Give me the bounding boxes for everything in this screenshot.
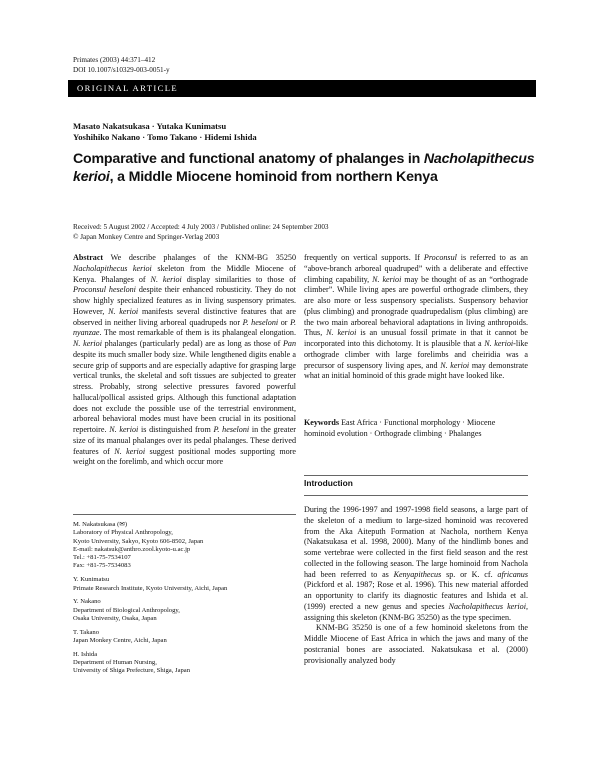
intro-paragraph-2: KNM-BG 35250 is one of a few hominoid skeletons from the Middle Miocene of East Africa in which the jaws and many of the postcranial bones are associated. Nakatsukasa et al. (2000) provisionally analyzed body — [304, 623, 528, 665]
abstract-text: may be thought of as an “orthograde climber”. While living apes are powerful orthograde climbers, they are also more or less suspensory specialists. Suspensory behavior (plus climbing) and pronograde quadrupedalism (plus climbing) are the two main arboreal behavioral adaptations in living anthropoids. Thus, — [304, 274, 529, 338]
journal-header — [73, 55, 170, 75]
taxon-name: N. kerioi — [114, 446, 146, 456]
abstract-label: Abstract — [73, 253, 104, 262]
taxon-name: Proconsul — [423, 253, 457, 262]
taxon-name: Nacholapithecus kerioi — [73, 263, 152, 273]
taxon-name: P. heseloni — [213, 425, 250, 434]
taxon-name: N. kerioi — [484, 339, 514, 348]
authors-line-2: Yoshihiko Nakano · Tomo Takano · Hidemi Ishida — [73, 132, 257, 142]
intro-paragraph-1 — [304, 505, 528, 623]
affiliation-line: Osaka University, Osaka, Japan — [73, 614, 157, 622]
title-genus: Nacholapithecus — [423, 151, 535, 167]
keywords-list: East Africa · Functional morphology · Miocene hominoid evolution · Orthograde climbing · Phalanges — [304, 418, 496, 438]
affiliation-line: Kyoto University, Sakyo, Kyoto 606-8502, Japan — [73, 537, 204, 545]
section-heading-introduction: Introduction — [304, 478, 353, 488]
keywords — [304, 418, 528, 440]
abstract-continuation — [304, 253, 528, 382]
affiliation-name: M. Nakatsukasa (✉) — [73, 521, 128, 528]
body-text: (Pickford et al. 1987; Rose et al. 1996). This new material afforded an opportunity to clarify its diagnostic features and Ishida et al. (1999) erected a new genus and species — [304, 580, 528, 611]
taxon-name: Pan — [282, 339, 296, 348]
affiliation-line: Tel.: +81-75-7534107 — [73, 554, 131, 562]
abstract-text: frequently on vertical supports. If — [304, 253, 424, 262]
journal-doi: DOI 10.1007/s10329-003-0051-y — [73, 66, 170, 74]
abstract-text: manifests several distinctive features that are observed in neither living arboreal quadrupeds nor — [73, 306, 296, 327]
keywords-label: Keywords — [304, 418, 340, 427]
affiliation-line: Department of Human Nursing, — [73, 659, 157, 667]
author-list — [73, 121, 257, 143]
publication-dates — [73, 223, 329, 242]
abstract-text: is referred to as an “above-branch arboreal quadruped” with a deliberate and effective climbing capability, — [304, 253, 528, 284]
abstract-left-column — [73, 253, 296, 468]
affiliation-line: Fax: +81-75-7534083 — [73, 562, 131, 570]
abstract-text: phalanges (particularly pedal) are as long as those of — [101, 339, 283, 348]
affiliation-line: University of Shiga Prefecture, Shiga, Japan — [73, 667, 191, 675]
article-title — [73, 150, 543, 186]
abstract-paragraph — [73, 253, 296, 468]
affiliation-4 — [73, 629, 296, 646]
taxon-name: P. heseloni — [242, 317, 279, 327]
affiliation-email[interactable]: E-mail: nakatsuk@anthro.zool.kyoto-u.ac.jp — [73, 545, 191, 553]
abstract-text: or — [278, 317, 291, 327]
affiliation-name: Y. Nakano — [73, 598, 101, 606]
abstract-text: is distinguished from — [138, 425, 214, 434]
abstract-text: skeleton from the Middle Miocene of Kenya. Phalanges of — [73, 263, 296, 284]
title-text-end: , a Middle Miocene hominoid from northern Kenya — [109, 169, 438, 185]
title-text: Comparative and functional anatomy of phalanges in — [73, 151, 424, 167]
body-text: During the 1996-1997 and 1997-1998 field seasons, a large part of the skeleton of a medium to large-sized hominoid was recovered from the Aka Aiteputh Formation at Nachola, northern Kenya (Nakatsukasa et al. 1998, 2000). Many of the hindlimb bones and some vertebrae were collected in the first field season and the rest collected in the following season. The large hominoid from Nachola had been referred to as — [304, 505, 528, 579]
copyright-line: © Japan Monkey Centre and Springer-Verlag 2003 — [73, 232, 220, 241]
abstract-text: despite its much smaller body size. While lengthened digits enable a secure grip of supports and are especially adaptive for grasping large vertical trunks, the skeletal and soft tissues are subjected to greater stress. Probably, strong selective pressures favored powerful hallucal/pollical assisted grips. Although this functional adaptation does not exclude the possible use of the terrestrial environment, arboreal behavioral modes must have been crucial in its positional repertoire. — [73, 349, 296, 434]
authors-line-1: Masato Nakatsukasa · Yutaka Kunimatsu — [73, 121, 227, 131]
affiliation-name: T. Takano — [73, 628, 100, 636]
taxon-name: N. kerioi — [372, 274, 402, 284]
affiliation-line: Department of Biological Anthropology, — [73, 606, 180, 614]
affiliation-line: Primate Research Institute, Kyoto University, Aichi, Japan — [73, 584, 228, 592]
affiliation-5 — [73, 651, 296, 676]
abstract-text: despite their enhanced robusticity. They do not show highly specialized features as in living suspensory primates. However, — [73, 285, 296, 316]
affiliations — [73, 521, 296, 681]
abstract-text: may demonstrate what an initial hominoid of this grade might have looked like. — [304, 360, 528, 381]
taxon-name: N. kerioi — [440, 360, 470, 370]
abstract-text: display similarities to those of — [181, 274, 296, 284]
affiliation-name: H. Ishida — [73, 650, 98, 658]
introduction-body — [304, 505, 528, 666]
abstract-text: is an unusual fossil primate in that it cannot be incorporated into this dichotomy. It is plausible that a — [304, 328, 529, 348]
journal-citation: Primates (2003) 44:371–412 — [73, 56, 156, 64]
taxon-name: P. nyanzae — [73, 317, 297, 338]
taxon-name: Kenyapithecus — [393, 569, 442, 579]
abstract-right-column — [304, 253, 528, 382]
taxon-name: N. kerioi — [108, 306, 139, 316]
taxon-name: africanus — [497, 569, 528, 579]
affiliation-1 — [73, 521, 296, 571]
title-species: kerioi — [73, 169, 110, 185]
taxon-name: N. kerioi — [326, 328, 357, 338]
article-type-banner: ORIGINAL ARTICLE — [68, 80, 536, 97]
affiliation-2 — [73, 576, 296, 593]
taxon-name: N. kerioi — [150, 274, 182, 284]
abstract-text: We describe phalanges of the KNM-BG 35250 — [103, 253, 296, 262]
taxon-name: Proconsul heseloni — [73, 285, 136, 295]
dates-line: Received: 5 August 2002 / Accepted: 4 July 2003 / Published online: 24 September 2003 — [73, 223, 329, 231]
abstract-text: in the greater size of its manual phalanges over its pedal phalanges. These derived features of — [73, 425, 297, 456]
taxon-name: N. kerioi — [73, 339, 102, 348]
affiliation-line: Laboratory of Physical Anthropology, — [73, 529, 173, 537]
taxon-name: N. kerioi — [109, 425, 139, 434]
affiliation-name: Y. Kunimatsu — [73, 576, 110, 584]
affiliation-3 — [73, 598, 296, 623]
abstract-text: suggest positional modes supporting more weight on the forelimb, and which occur more — [73, 446, 297, 467]
affiliation-divider — [73, 514, 296, 515]
abstract-text: . The most remarkable of them is its phalangeal elongation. — [99, 328, 296, 338]
body-text: sp. or K. cf. — [441, 569, 498, 579]
taxon-name: Nacholapithecus kerioi — [448, 601, 526, 611]
body-text: , assigning this skeleton (KNM-BG 35250) as the type specimen. — [304, 601, 528, 622]
intro-rule-top — [304, 475, 528, 476]
affiliation-line: Japan Monkey Centre, Aichi, Japan — [73, 637, 167, 645]
abstract-text: -like orthograde climber with large forelimbs and cheiridia was a precursor of suspensory living apes, and — [304, 339, 529, 370]
intro-rule-bottom — [304, 495, 528, 496]
